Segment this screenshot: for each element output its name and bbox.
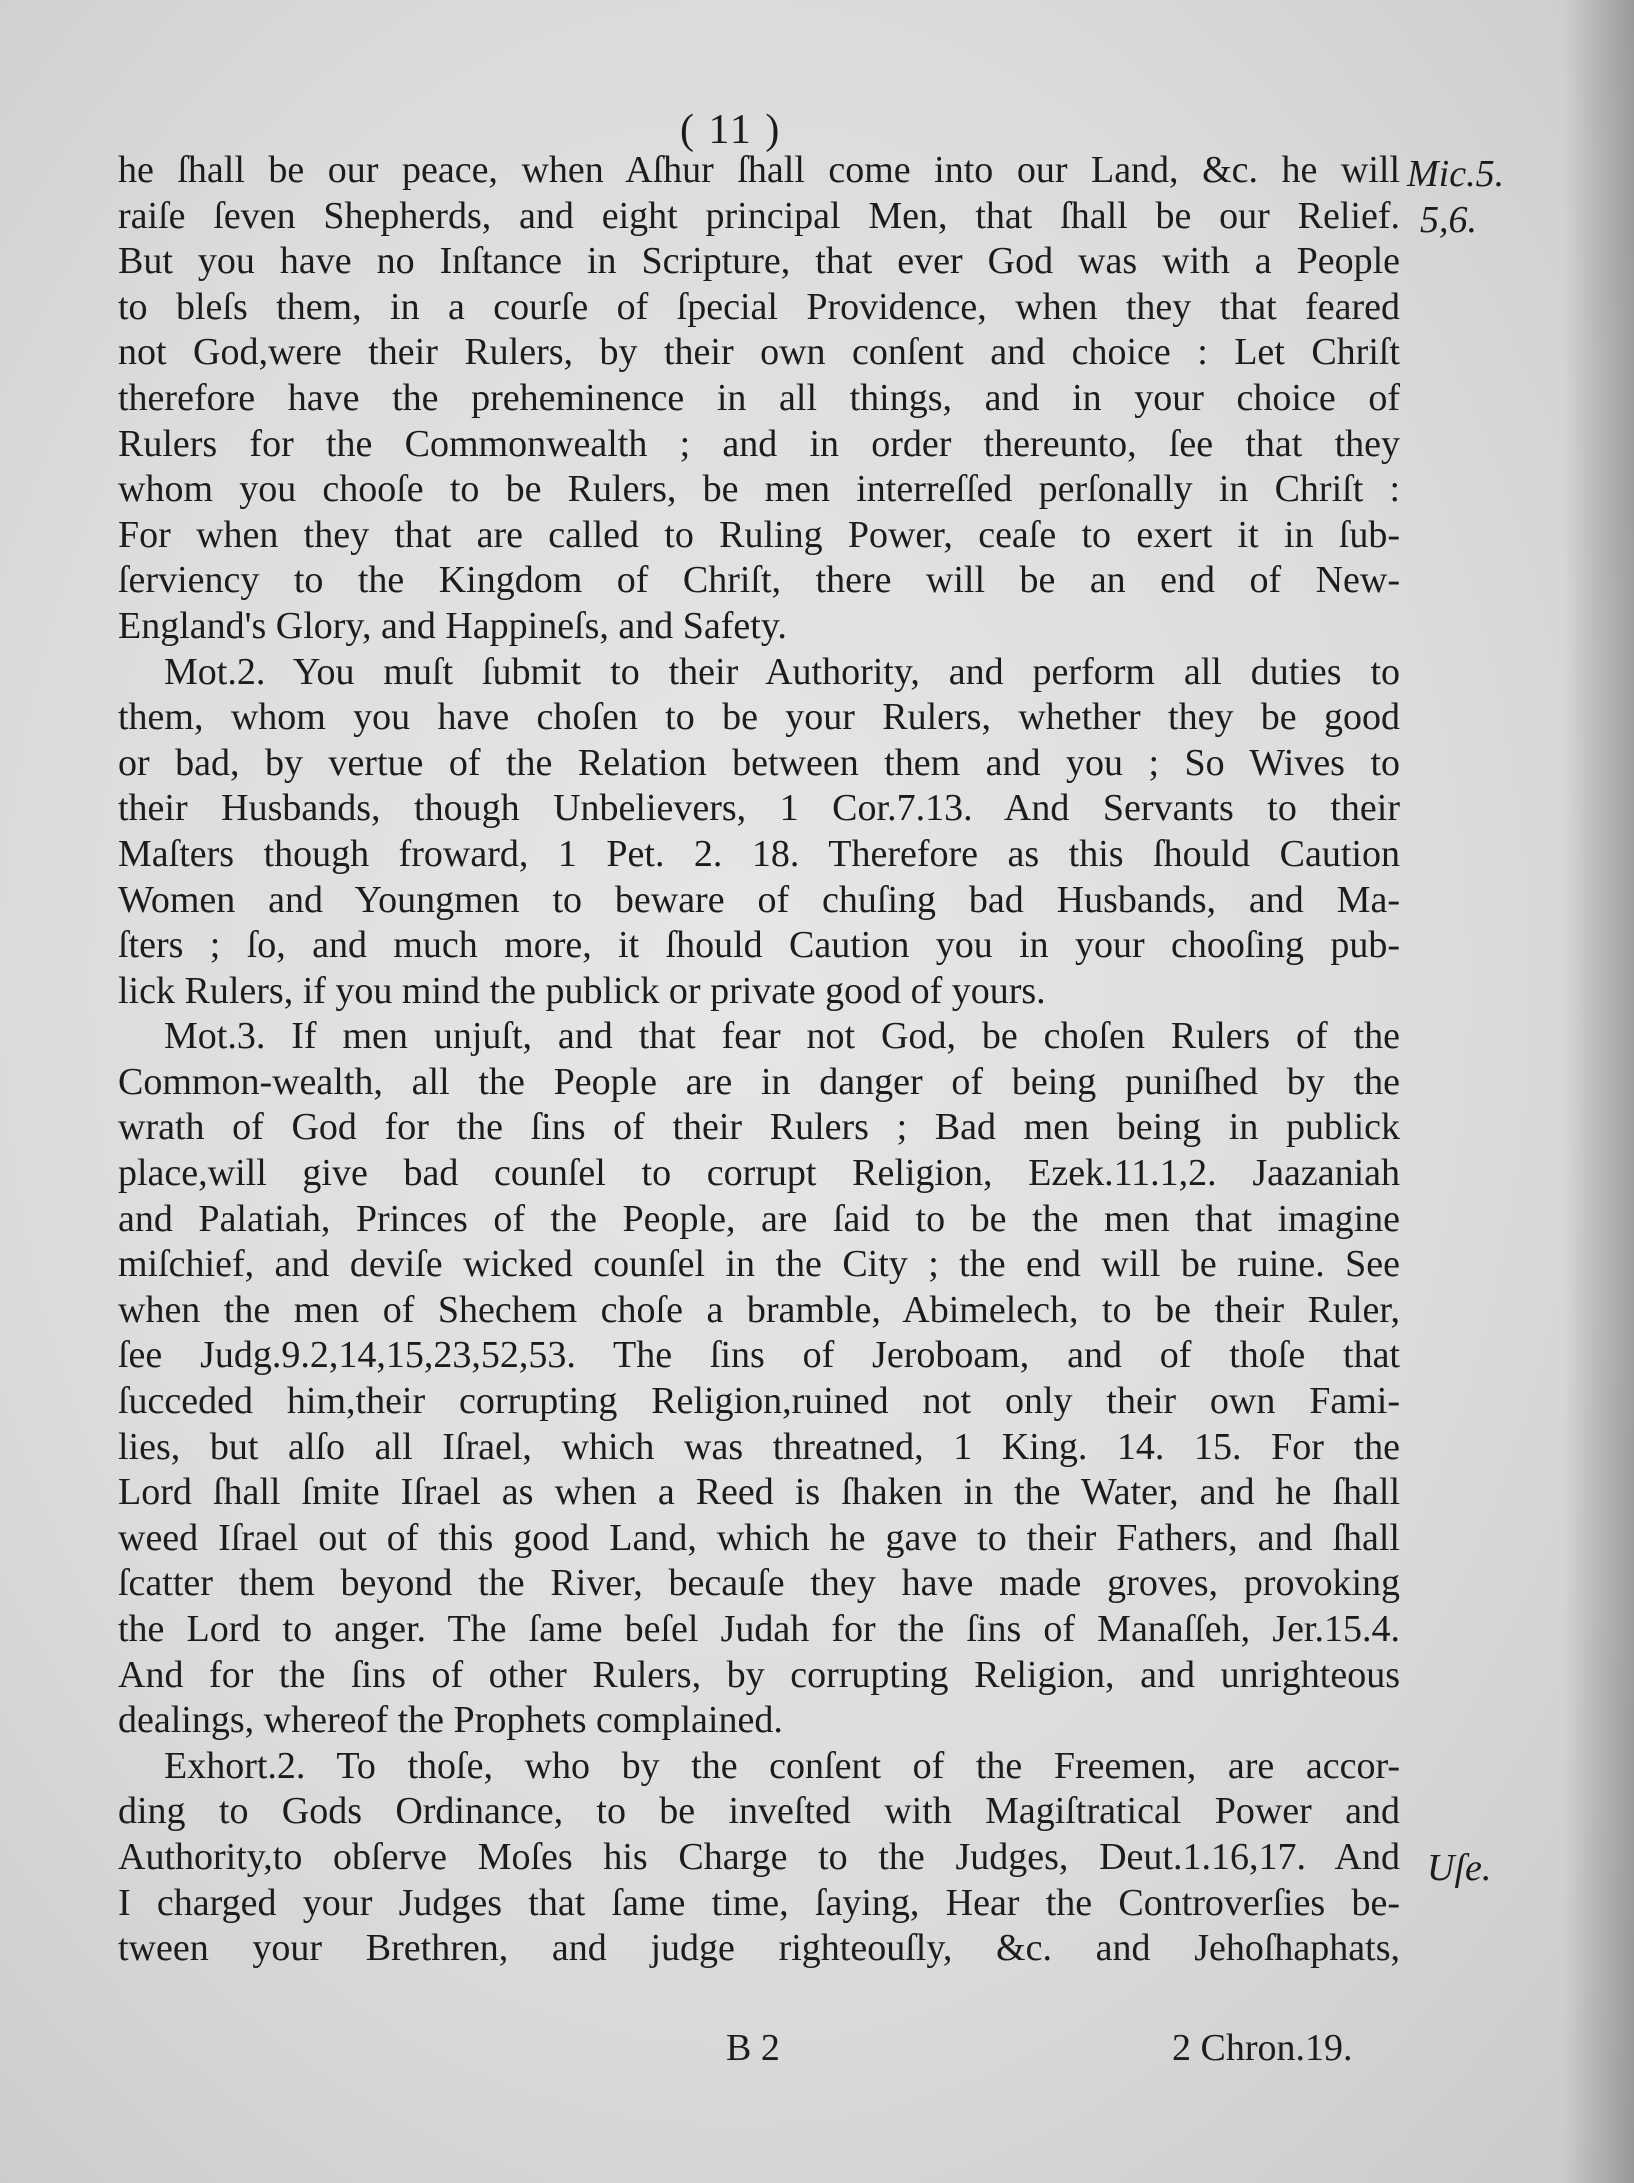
- text-line: lies, but alſo all Iſrael, which was threatned, 1 King. 14. 15. For the: [118, 1425, 1400, 1468]
- text-line: ſters ; ſo, and much more, it ſhould Caution you in your chooſing pub-: [118, 924, 1400, 967]
- text-line: ſee Judg.9.2,14,15,23,52,53. The ſins of Jeroboam, and of thoſe that: [118, 1334, 1400, 1377]
- text-line: weed Iſrael out of this good Land, which he gave to their Fathers, and ſhall: [118, 1516, 1400, 1559]
- text-line: not God,were their Rulers, by their own conſent and choice : Let Chriſt: [118, 331, 1400, 374]
- margin-note-use: Uſe.: [1427, 1847, 1492, 1889]
- text-line: the Lord to anger. The ſame beſel Judah for the ſins of Manaſſeh, Jer.15.4.: [118, 1608, 1400, 1650]
- margin-note-verses: 5,6.: [1420, 199, 1477, 241]
- text-line: them, whom you have choſen to be your Rulers, whether they be good: [118, 696, 1400, 739]
- text-line: lick Rulers, if you mind the publick or private good of yours.: [118, 969, 1046, 1012]
- text-line: or bad, by vertue of the Relation between them and you ; So Wives to: [118, 741, 1400, 784]
- text-line: ſerviency to the Kingdom of Chriſt, there will be an end of New-: [118, 559, 1400, 602]
- text-line: Women and Youngmen to beware of chuſing bad Husbands, and Ma-: [118, 878, 1400, 921]
- text-line: therefore have the preheminence in all things, and in your choice of: [118, 376, 1400, 419]
- text-line: Lord ſhall ſmite Iſrael as when a Reed is ſhaken in the Water, and he ſhall: [118, 1471, 1400, 1514]
- text-line: For when they that are called to Ruling Power, ceaſe to exert it in ſub-: [118, 513, 1400, 556]
- text-line: when the men of Shechem choſe a bramble, Abimelech, to be their Ruler,: [118, 1288, 1400, 1331]
- catchword: 2 Chron.19.: [1172, 2027, 1353, 2069]
- text-line: miſchief, and deviſe wicked counſel in the City ; the end will be ruine. See: [118, 1243, 1400, 1286]
- text-line: Rulers for the Commonwealth ; and in order thereunto, ſee that they: [118, 422, 1400, 465]
- text-line: their Husbands, though Unbelievers, 1 Cor.7.13. And Servants to their: [118, 787, 1400, 830]
- text-line: But you have no Inſtance in Scripture, that ever God was with a People: [118, 240, 1400, 283]
- text-line: to bleſs them, in a courſe of ſpecial Providence, when they that feared: [118, 285, 1400, 328]
- text-line: England's Glory, and Happineſs, and Safety.: [118, 604, 787, 647]
- text-line: raiſe ſeven Shepherds, and eight principal Men, that ſhall be our Relief.: [118, 194, 1400, 237]
- text-line: Maſters though froward, 1 Pet. 2. 18. Therefore as this ſhould Caution: [118, 832, 1400, 875]
- text-line: wrath of God for the ſins of their Rulers ; Bad men being in publick: [118, 1106, 1400, 1149]
- text-line: tween your Brethren, and judge righteouſly, &c. and Jehoſhaphats,: [118, 1927, 1400, 1970]
- text-line: ding to Gods Ordinance, to be inveſted with Magiſtratical Power and: [118, 1790, 1400, 1833]
- text-line: Exhort.2. To thoſe, who by the conſent of the Freemen, are accor-: [164, 1744, 1400, 1787]
- text-line: And for the ſins of other Rulers, by corrupting Religion, and unrighteous: [118, 1653, 1400, 1696]
- text-line: dealings, whereof the Prophets complained.: [118, 1699, 783, 1742]
- text-line: Common-wealth, all the People are in danger of being puniſhed by the: [118, 1060, 1400, 1103]
- text-line: ſucceded him,their corrupting Religion,ruined not only their own Fami-: [118, 1380, 1400, 1423]
- signature-mark: B 2: [726, 2027, 780, 2069]
- text-line: whom you chooſe to be Rulers, be men interreſſed perſonally in Chriſt :: [118, 468, 1400, 511]
- page-number: ( 11 ): [680, 107, 782, 153]
- page-edge-shadow: [1564, 0, 1634, 2183]
- text-line: Mot.2. You muſt ſubmit to their Authority, and perform all duties to: [164, 650, 1400, 693]
- margin-note-micah: Mic.5.: [1407, 153, 1505, 195]
- text-line: Mot.3. If men unjuſt, and that fear not God, be choſen Rulers of the: [164, 1015, 1400, 1058]
- text-line: and Palatiah, Princes of the People, are ſaid to be the men that imagine: [118, 1197, 1400, 1240]
- text-line: Authority,to obſerve Moſes his Charge to the Judges, Deut.1.16,17. And: [118, 1835, 1400, 1878]
- text-line: I charged your Judges that ſame time, ſaying, Hear the Controverſies be-: [118, 1881, 1400, 1924]
- text-line: he ſhall be our peace, when Aſhur ſhall come into our Land, &c. he will: [118, 149, 1400, 191]
- text-line: place,will give bad counſel to corrupt Religion, Ezek.11.1,2. Jaazaniah: [118, 1152, 1400, 1195]
- body-text: [118, 148, 1400, 1972]
- text-line: ſcatter them beyond the River, becauſe they have made groves, provoking: [118, 1562, 1400, 1605]
